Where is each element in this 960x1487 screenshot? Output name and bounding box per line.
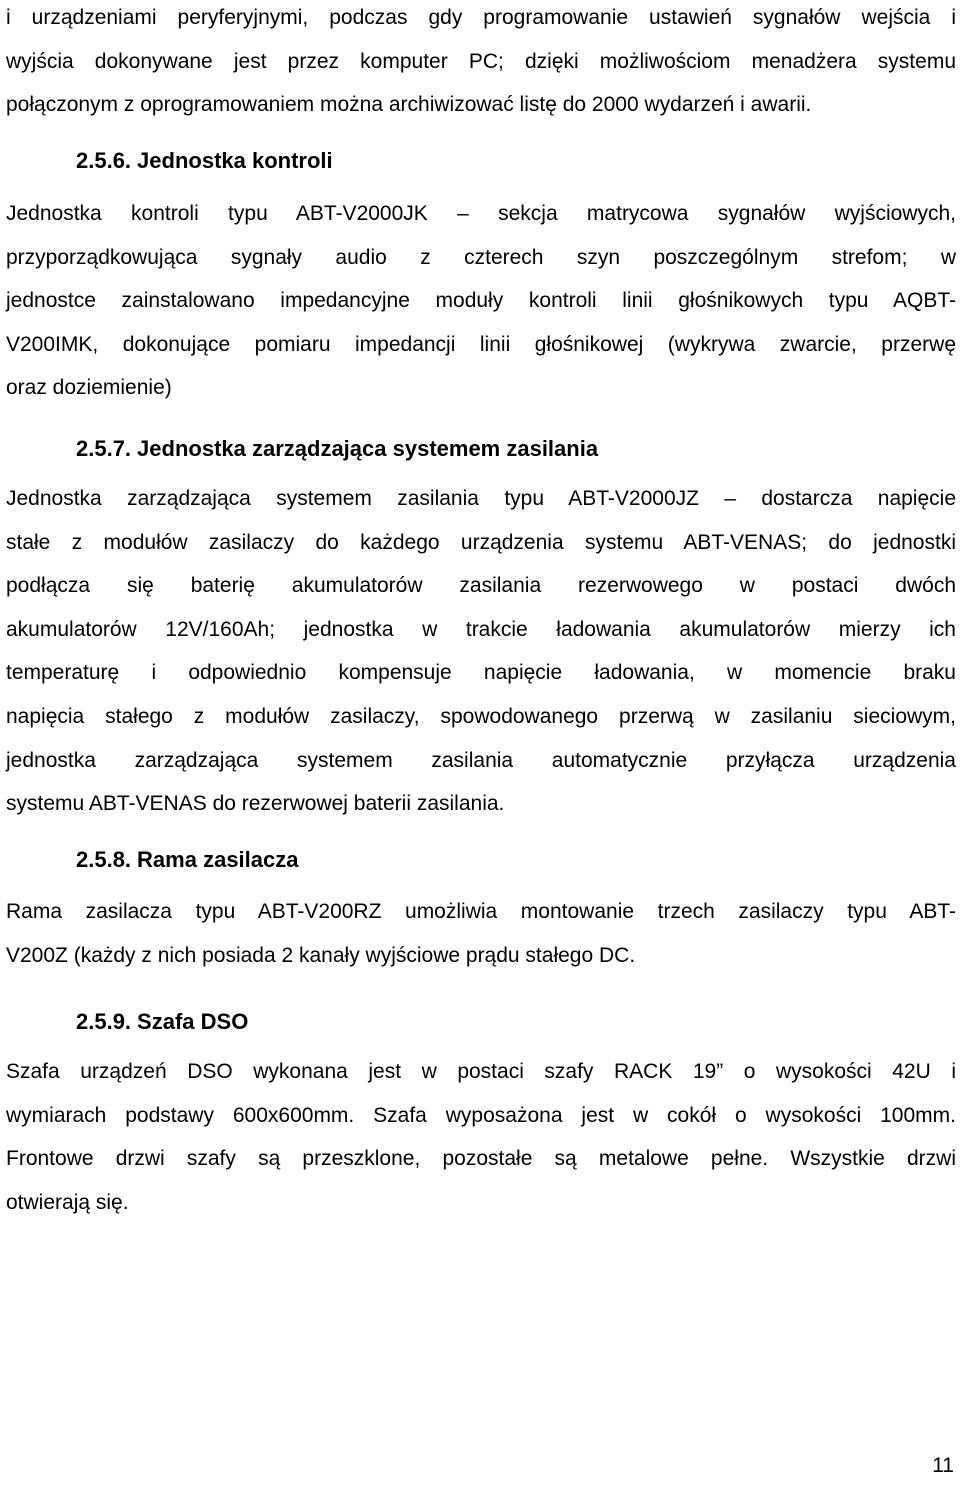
- text-line: akumulatorów 12V/160Ah; jednostka w trakcie ładowania akumulatorów mierzy ich: [6, 617, 956, 641]
- text-line: podłącza się baterię akumulatorów zasilania rezerwowego w postaci dwóch: [6, 574, 956, 598]
- section-paragraph-2-5-6: [6, 192, 956, 410]
- text-line: jednostce zainstalowano impedancyjne moduły kontroli linii głośnikowych typu AQBT-: [6, 289, 956, 313]
- text-line: otwierają się.: [6, 1190, 129, 1214]
- text-line: Jednostka zarządzająca systemem zasilania typu ABT-V2000JZ – dostarcza napięcie: [6, 487, 956, 510]
- text-line: V200IMK, dokonujące pomiaru impedancji linii głośnikowej (wykrywa zwarcie, przerwę: [6, 332, 956, 356]
- text-line: stałe z modułów zasilaczy do każdego urządzenia systemu ABT-VENAS; do jednostki: [6, 530, 956, 554]
- intro-paragraph: [6, 0, 956, 127]
- text-line: wymiarach podstawy 600x600mm. Szafa wyposażona jest w cokół o wysokości 100mm.: [6, 1103, 956, 1127]
- text-line: przyporządkowująca sygnały audio z czterech szyn poszczególnym strefom; w: [6, 245, 956, 269]
- section-title: Jednostka zarządzająca systemem zasilania: [137, 436, 599, 461]
- text-line: temperaturę i odpowiednio kompensuje napięcie ładowania, w momencie braku: [6, 661, 956, 685]
- text-line: napięcia stałego z modułów zasilaczy, spowodowanego przerwą w zasilaniu sieciowym,: [6, 704, 956, 728]
- section-paragraph-2-5-9: [6, 1050, 956, 1224]
- section-heading-2-5-6: [76, 146, 333, 176]
- section-number: 2.5.7.: [76, 436, 132, 461]
- text-line: Rama zasilacza typu ABT-V200RZ umożliwia montowanie trzech zasilaczy typu ABT-: [6, 900, 956, 923]
- section-title: Rama zasilacza: [137, 847, 299, 872]
- section-number: 2.5.9.: [76, 1009, 132, 1034]
- text-line: V200Z (każdy z nich posiada 2 kanały wyjściowe prądu stałego DC.: [6, 943, 636, 967]
- section-heading-2-5-8: [76, 845, 298, 875]
- section-number: 2.5.6.: [76, 148, 132, 173]
- section-title: Jednostka kontroli: [137, 148, 333, 173]
- text-line: wyjścia dokonywane jest przez komputer PC; dzięki możliwościom menadżera systemu: [6, 49, 956, 73]
- section-heading-2-5-7: [76, 434, 598, 464]
- text-line: Szafa urządzeń DSO wykonana jest w postaci szafy RACK 19” o wysokości 42U i: [6, 1060, 956, 1083]
- section-paragraph-2-5-8: [6, 890, 956, 977]
- text-line: i urządzeniami peryferyjnymi, podczas gdy programowanie ustawień sygnałów wejścia i: [6, 6, 956, 29]
- text-line: oraz doziemienie): [6, 376, 172, 400]
- section-paragraph-2-5-7: [6, 477, 956, 826]
- section-heading-2-5-9: [76, 1007, 248, 1037]
- text-line: Jednostka kontroli typu ABT-V2000JK – sekcja matrycowa sygnałów wyjściowych,: [6, 202, 956, 225]
- text-line: Frontowe drzwi szafy są przeszklone, pozostałe są metalowe pełne. Wszystkie drzwi: [6, 1147, 956, 1171]
- section-title: Szafa DSO: [137, 1009, 249, 1034]
- text-line: systemu ABT-VENAS do rezerwowej baterii zasilania.: [6, 792, 505, 816]
- section-number: 2.5.8.: [76, 847, 132, 872]
- page-number: 11: [932, 1454, 954, 1477]
- text-line: jednostka zarządzająca systemem zasilania automatycznie przyłącza urządzenia: [6, 748, 956, 772]
- text-line: połączonym z oprogramowaniem można archiwizować listę do 2000 wydarzeń i awarii.: [6, 93, 812, 117]
